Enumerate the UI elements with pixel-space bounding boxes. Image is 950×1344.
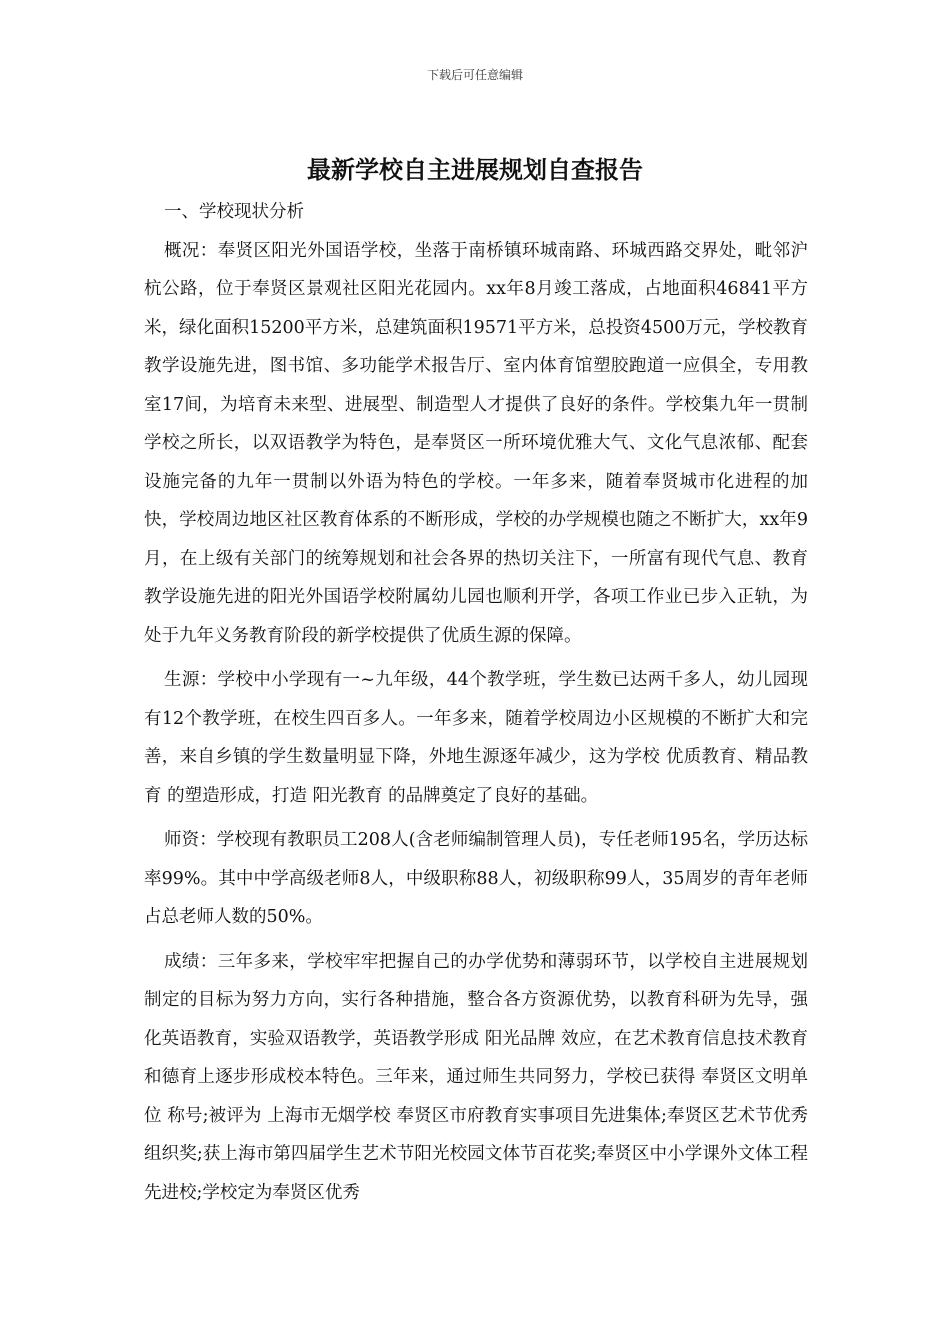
paragraph-overview: 概况：奉贤区阳光外国语学校，坐落于南桥镇环城南路、环城西路交界处，毗邻沪杭公路，位于奉贤区景观社区阳光花园内。xx年8月竣工落成，占地面积46841平方米，绿化面积15200平方米，总建筑面积19571平方米，总投资4500万元，学校教育教学设施先进，图书馆、多功能学术报告厅、室内体育馆塑胶跑道一应俱全，专用教室17间，为培育未来型、进展型、制造型人才提供了良好的条件。学校集九年一贯制学校之所长，以双语教学为特色，是奉贤区一所环境优雅大气、文化气息浓郁、配套设施完备的九年一贯制以外语为特色的学校。一年多来，随着奉贤城市化进程的加快，学校周边地区社区教育体系的不断形成，学校的办学规模也随之不断扩大，xx年9月，在上级有关部门的统筹规划和社会各界的热切关注下，一所富有现代气息、教育教学设施先进的阳光外国语学校附属幼儿园也顺利开学，各项工作业已步入正轨，为处于九年义务教育阶段的新学校提供了优质生源的保障。 xyxy=(144,240,808,646)
paragraph-students: 生源：学校中小学现有一~九年级，44个教学班，学生数已达两千多人，幼儿园现有12个教学班，在校生四百多人。一年多来，随着学校周边小区规模的不断扩大和完善，来自乡镇的学生数量明显下降，外地生源逐年减少，这为学校 优质教育、精品教育 的塑造形成，打造 阳光教育 的品牌奠定了良好的基础。 xyxy=(144,670,808,806)
document-title: 最新学校自主进展规划自查报告 xyxy=(307,155,643,184)
paragraph-achievements: 成绩：三年多来，学校牢牢把握自己的办学优势和薄弱环节，以学校自主进展规划制定的目标为努力方向，实行各种措施，整合各方资源优势，以教育科研为先导，强化英语教育，实验双语教学，英语教学形成 阳光品牌 效应，在艺术教育信息技术教育和德育上逐步形成校本特色。三年来，通过师生共同努力，学校已获得 奉贤区文明单位 称号;被评为 上海市无烟学校 奉贤区市府教育实事项目先进集体;奉贤区艺术节优秀组织奖;获上海市第四届学生艺术节阳光校园文体节百花奖;奉贤区中小学课外文体工程先进校;学校定为奉贤区优秀 xyxy=(144,951,808,1203)
paragraph-teachers: 师资：学校现有教职员工208人(含老师编制管理人员)，专任老师195名，学历达标率99%。其中中学高级老师8人，中级职称88人，初级职称99人，35周岁的青年老师占总老师人数的50%。 xyxy=(144,830,808,927)
section-heading: 一、学校现状分析 xyxy=(164,202,304,222)
header-note: 下载后可任意编辑 xyxy=(426,68,523,82)
document-body xyxy=(144,193,808,1218)
